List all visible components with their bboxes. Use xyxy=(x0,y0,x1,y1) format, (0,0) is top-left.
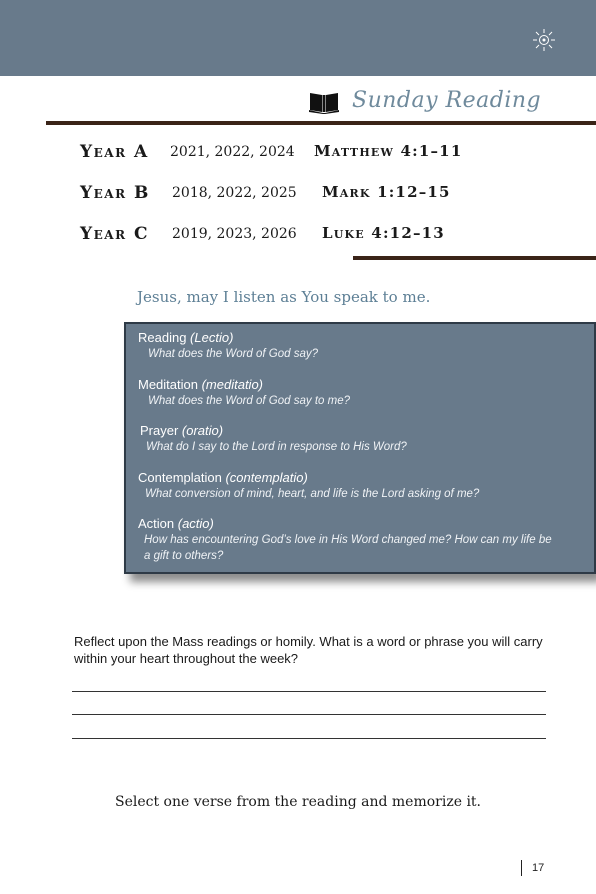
lectio-step xyxy=(138,377,578,409)
step-title: Action (actio) xyxy=(138,516,214,531)
lectio-divina-box xyxy=(124,322,596,574)
year-dates: 2021, 2022, 2024 xyxy=(170,144,295,160)
step-question: What conversion of mind, heart, and life is the Lord asking of me? xyxy=(145,488,480,500)
scripture-reference: Mark 1:12–15 xyxy=(322,183,451,201)
reflection-prompt: Reflect upon the Mass readings or homily. What is a word or phrase you will carry within your heart throughout the week? xyxy=(74,634,543,666)
page-number: 17 xyxy=(532,862,545,874)
lectio-step xyxy=(138,423,578,455)
year-dates: 2019, 2023, 2026 xyxy=(172,226,297,242)
divider-rule xyxy=(353,256,596,260)
step-question: What does the Word of God say to me? xyxy=(148,395,350,407)
step-question: What does the Word of God say? xyxy=(148,348,319,360)
step-title: Reading (Lectio) xyxy=(138,330,234,345)
year-row xyxy=(80,183,580,207)
header-band xyxy=(0,0,596,76)
year-dates: 2018, 2022, 2025 xyxy=(172,185,297,201)
step-question: What do I say to the Lord in response to His Word? xyxy=(146,441,407,453)
writing-line[interactable] xyxy=(72,714,546,715)
writing-line[interactable] xyxy=(72,738,546,739)
memorize-instruction: Select one verse from the reading and memorize it. xyxy=(114,794,482,810)
writing-line[interactable] xyxy=(72,691,546,692)
step-title: Contemplation (contemplatio) xyxy=(138,470,308,485)
scripture-reference: Matthew 4:1–11 xyxy=(314,142,463,160)
step-title: Prayer (oratio) xyxy=(140,423,224,438)
open-book-icon xyxy=(308,90,340,114)
lectio-step xyxy=(138,470,578,502)
year-label: Year B xyxy=(80,183,150,203)
year-row xyxy=(80,224,580,248)
divider-rule xyxy=(46,121,596,125)
step-question: How has encountering God’s love in His Word changed me? How can my life be a gift to others? xyxy=(144,534,552,562)
page-number-divider xyxy=(521,860,522,876)
lectio-step xyxy=(138,330,578,362)
year-label: Year A xyxy=(80,142,149,162)
sunburst-icon xyxy=(532,28,556,52)
opening-prayer: Jesus, may I listen as You speak to me. xyxy=(137,288,431,306)
lectio-step xyxy=(138,516,558,564)
scripture-reference: Luke 4:12–13 xyxy=(322,224,445,242)
section-title: Sunday Reading xyxy=(352,88,542,113)
year-label: Year C xyxy=(80,224,150,244)
year-row xyxy=(80,142,580,166)
step-title: Meditation (meditatio) xyxy=(138,377,264,392)
